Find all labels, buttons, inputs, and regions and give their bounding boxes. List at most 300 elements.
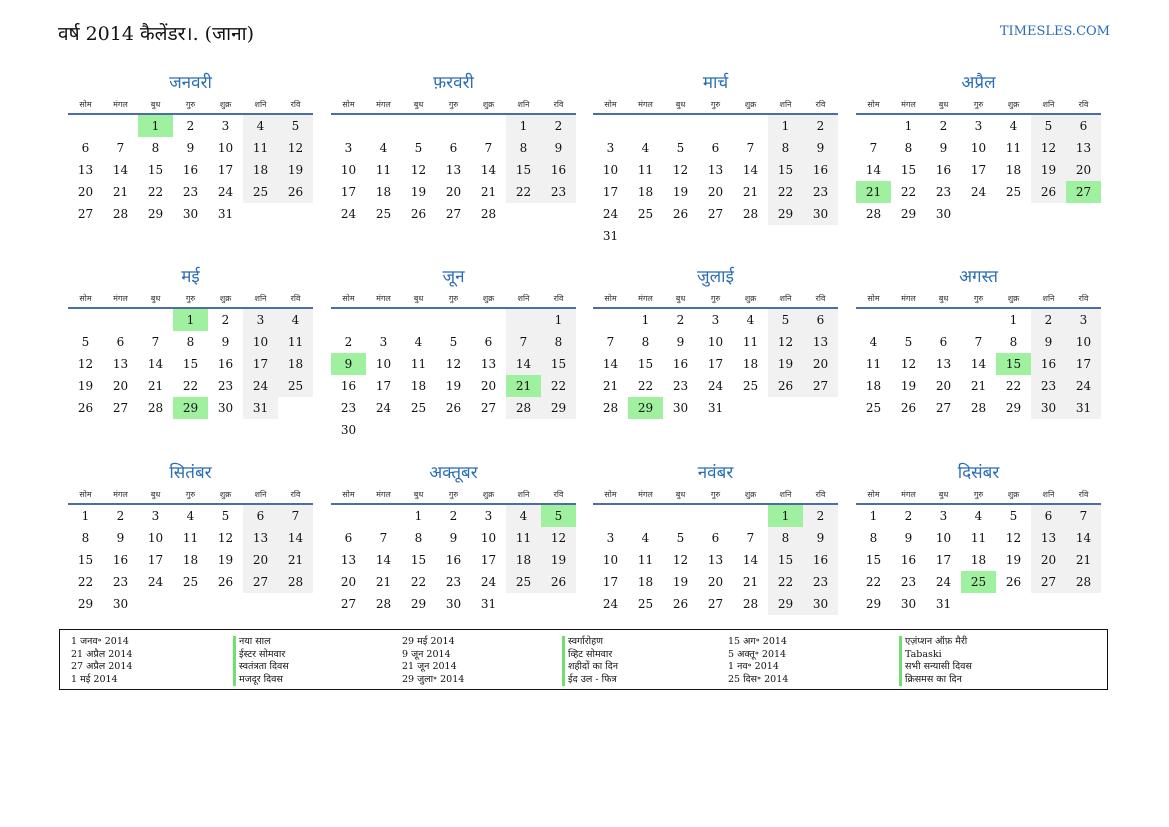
- day-cell: 20: [803, 353, 838, 375]
- day-cell: 28: [1066, 571, 1101, 593]
- day-cell: 9: [904, 531, 913, 545]
- day-cell: 10: [340, 163, 357, 177]
- day-cell: 13: [1031, 527, 1066, 549]
- day-cell: 18: [1005, 163, 1022, 177]
- weekday-label: सोम: [342, 100, 355, 109]
- weekday-label: शनि: [517, 490, 530, 499]
- day-cell: 12: [768, 331, 803, 353]
- weekday-label: रवि: [290, 100, 301, 109]
- day-cell: 22: [506, 181, 541, 203]
- day-cell: 20: [77, 185, 94, 199]
- day-cell: 4: [506, 505, 541, 527]
- weekday-label: गुरु: [185, 294, 196, 303]
- weekday-label: शनि: [517, 100, 530, 109]
- day-cell: 21: [375, 575, 392, 589]
- day-cell: 17: [602, 575, 619, 589]
- day-cell: 7: [484, 141, 493, 155]
- day-cell: 14: [112, 163, 129, 177]
- day-cell: 19: [445, 379, 462, 393]
- day-cell: 22: [182, 379, 199, 393]
- day-cell: 3: [711, 313, 720, 327]
- day-cell: 15: [637, 357, 654, 371]
- day-cell: 6: [484, 335, 493, 349]
- day-cell: 25: [637, 597, 654, 611]
- day-cell: 11: [742, 335, 759, 349]
- day-cell: 12: [217, 531, 234, 545]
- day-cell: 26: [1031, 181, 1066, 203]
- day-cell: 8: [768, 527, 803, 549]
- day-cell: 30: [182, 207, 199, 221]
- legend-holiday-name: क्रिसमस का दिन: [899, 674, 972, 687]
- day-cell: 7: [746, 141, 755, 155]
- day-cell: 15: [147, 163, 164, 177]
- day-cell: 5: [221, 509, 230, 523]
- day-cell: 16: [541, 159, 576, 181]
- day-cell: 17: [217, 163, 234, 177]
- day-cell: 13: [935, 357, 952, 371]
- day-cell: 29: [410, 597, 427, 611]
- holiday-day-cell: 5: [541, 505, 576, 527]
- empty-cell: [628, 505, 663, 527]
- day-cell: 15: [900, 163, 917, 177]
- day-cell: 31: [707, 401, 724, 415]
- day-cell: 26: [672, 207, 689, 221]
- legend-names-1: [233, 636, 289, 686]
- weekday-label: शनि: [779, 100, 792, 109]
- day-cell: 30: [445, 597, 462, 611]
- weekday-label: मंगल: [901, 294, 916, 303]
- day-cell: 5: [676, 141, 685, 155]
- day-cell: 24: [970, 185, 987, 199]
- weekday-label: शनि: [779, 294, 792, 303]
- day-cell: 31: [935, 597, 952, 611]
- day-cell: 25: [506, 571, 541, 593]
- day-cell: 3: [606, 141, 615, 155]
- day-cell: 3: [484, 509, 493, 523]
- day-cell: 1: [641, 313, 650, 327]
- day-cell: 2: [803, 505, 838, 527]
- day-cell: 15: [77, 553, 94, 567]
- empty-cell: [471, 115, 506, 137]
- day-grid: [68, 309, 313, 419]
- day-cell: 26: [278, 181, 313, 203]
- day-cell: 30: [672, 401, 689, 415]
- day-cell: 25: [375, 207, 392, 221]
- month-name: सितंबर: [169, 463, 212, 483]
- weekday-label: सोम: [867, 294, 880, 303]
- day-cell: 22: [1005, 379, 1022, 393]
- day-cell: 9: [803, 137, 838, 159]
- day-cell: 6: [1031, 505, 1066, 527]
- day-cell: 23: [217, 379, 234, 393]
- day-cell: 11: [1005, 141, 1022, 155]
- day-cell: 23: [803, 181, 838, 203]
- day-cell: 23: [445, 575, 462, 589]
- day-cell: 13: [1066, 137, 1101, 159]
- weekday-label: गुरु: [448, 490, 459, 499]
- weekday-label: शुक्र: [219, 100, 232, 109]
- empty-cell: [401, 115, 436, 137]
- weekday-label: रवि: [1078, 294, 1089, 303]
- day-cell: 8: [541, 331, 576, 353]
- day-cell: 26: [217, 575, 234, 589]
- day-cell: 18: [637, 575, 654, 589]
- legend-date: 1 मई 2014: [71, 673, 118, 685]
- day-cell: 23: [182, 185, 199, 199]
- day-cell: 10: [970, 141, 987, 155]
- site-link[interactable]: TIMESLES.COM: [999, 24, 1110, 39]
- weekday-label: गुरु: [973, 294, 984, 303]
- empty-cell: [891, 309, 926, 331]
- day-cell: 16: [112, 553, 129, 567]
- weekday-label: सोम: [867, 100, 880, 109]
- weekday-label: शुक्र: [482, 100, 495, 109]
- day-cell: 28: [480, 207, 497, 221]
- day-cell: 20: [707, 185, 724, 199]
- day-cell: 2: [541, 115, 576, 137]
- day-cell: 9: [221, 335, 230, 349]
- day-cell: 3: [151, 509, 160, 523]
- empty-cell: [733, 115, 768, 137]
- day-cell: 16: [1031, 353, 1066, 375]
- day-cell: 29: [1005, 401, 1022, 415]
- day-cell: 18: [243, 159, 278, 181]
- day-cell: 12: [77, 357, 94, 371]
- weekday-label: रवि: [815, 490, 826, 499]
- day-cell: 4: [379, 141, 388, 155]
- holiday-day-cell: 15: [996, 353, 1031, 375]
- day-cell: 10: [602, 163, 619, 177]
- day-cell: 3: [243, 309, 278, 331]
- weekday-label: बुध: [675, 490, 686, 499]
- day-grid: [331, 115, 576, 225]
- day-cell: 8: [151, 141, 160, 155]
- legend-holiday-name: स्वर्गारोहण: [562, 636, 618, 649]
- weekday-label: रवि: [553, 100, 564, 109]
- weekday-label: सोम: [342, 490, 355, 499]
- weekday-label: शुक्र: [1007, 490, 1020, 499]
- weekday-label: बुध: [675, 294, 686, 303]
- month-block: [331, 70, 576, 225]
- weekday-label: शुक्र: [482, 294, 495, 303]
- day-cell: 4: [278, 309, 313, 331]
- weekday-label: बुध: [150, 294, 161, 303]
- weekday-label: सोम: [79, 100, 92, 109]
- day-cell: 20: [935, 379, 952, 393]
- month-name: अगस्त: [959, 267, 998, 287]
- day-grid: [856, 115, 1101, 225]
- day-cell: 17: [480, 553, 497, 567]
- day-cell: 5: [1031, 115, 1066, 137]
- day-cell: 30: [803, 203, 838, 225]
- weekday-header: [331, 96, 576, 115]
- day-cell: 24: [480, 575, 497, 589]
- day-cell: 25: [410, 401, 427, 415]
- month-name: जून: [442, 267, 465, 287]
- day-cell: 23: [900, 575, 917, 589]
- day-cell: 18: [278, 353, 313, 375]
- day-cell: 22: [77, 575, 94, 589]
- day-cell: 7: [116, 141, 125, 155]
- weekday-header: [331, 486, 576, 505]
- day-cell: 9: [676, 335, 685, 349]
- day-cell: 28: [970, 401, 987, 415]
- day-cell: 14: [742, 553, 759, 567]
- day-cell: 4: [243, 115, 278, 137]
- empty-cell: [103, 115, 138, 137]
- day-cell: 30: [1031, 397, 1066, 419]
- weekday-label: सोम: [79, 294, 92, 303]
- day-cell: 20: [340, 575, 357, 589]
- weekday-label: रवि: [815, 100, 826, 109]
- day-cell: 27: [707, 207, 724, 221]
- day-cell: 13: [707, 553, 724, 567]
- day-cell: 2: [1031, 309, 1066, 331]
- day-cell: 17: [243, 353, 278, 375]
- legend-holiday-name: मजदूर दिवस: [233, 674, 289, 687]
- day-cell: 21: [1066, 549, 1101, 571]
- day-cell: 16: [900, 553, 917, 567]
- day-cell: 22: [541, 375, 576, 397]
- day-cell: 9: [449, 531, 458, 545]
- day-cell: 28: [147, 401, 164, 415]
- weekday-header: [593, 290, 838, 309]
- day-cell: 10: [243, 331, 278, 353]
- day-cell: 18: [970, 553, 987, 567]
- day-cell: 31: [243, 397, 278, 419]
- legend-dates-3: [728, 636, 788, 686]
- day-cell: 28: [742, 207, 759, 221]
- day-cell: 20: [1031, 549, 1066, 571]
- day-cell: 10: [375, 357, 392, 371]
- day-cell: 5: [81, 335, 90, 349]
- day-cell: 18: [506, 549, 541, 571]
- day-cell: 11: [410, 357, 427, 371]
- day-cell: 4: [641, 531, 650, 545]
- month-name: मार्च: [702, 73, 729, 93]
- holiday-day-cell: 21: [506, 375, 541, 397]
- day-cell: 24: [375, 401, 392, 415]
- holiday-day-cell: 29: [173, 397, 208, 419]
- weekday-label: गुरु: [973, 100, 984, 109]
- day-cell: 29: [900, 207, 917, 221]
- day-cell: 3: [344, 141, 353, 155]
- day-cell: 16: [340, 379, 357, 393]
- day-cell: 24: [243, 375, 278, 397]
- day-cell: 16: [445, 553, 462, 567]
- day-cell: 1: [414, 509, 423, 523]
- month-block: [856, 264, 1101, 419]
- day-cell: 14: [480, 163, 497, 177]
- day-cell: 21: [112, 185, 129, 199]
- day-cell: 17: [935, 553, 952, 567]
- day-cell: 10: [217, 141, 234, 155]
- legend-holiday-name: शहीदों का दिन: [562, 661, 618, 674]
- day-cell: 27: [445, 207, 462, 221]
- day-cell: 23: [935, 185, 952, 199]
- day-cell: 13: [707, 163, 724, 177]
- weekday-header: [856, 96, 1101, 115]
- day-cell: 12: [445, 357, 462, 371]
- day-cell: 16: [672, 357, 689, 371]
- day-cell: 2: [803, 115, 838, 137]
- day-cell: 14: [506, 353, 541, 375]
- day-grid: [856, 309, 1101, 419]
- empty-cell: [436, 309, 471, 331]
- weekday-label: रवि: [290, 490, 301, 499]
- empty-cell: [593, 115, 628, 137]
- legend-holiday-name: ईद उल - फित्र: [562, 674, 618, 687]
- day-cell: 6: [243, 505, 278, 527]
- day-cell: 25: [865, 401, 882, 415]
- month-block: [856, 460, 1101, 615]
- legend-names-2: [562, 636, 618, 686]
- day-cell: 27: [480, 401, 497, 415]
- day-cell: 26: [410, 207, 427, 221]
- holiday-day-cell: 29: [628, 397, 663, 419]
- day-cell: 15: [410, 553, 427, 567]
- day-cell: 7: [974, 335, 983, 349]
- weekday-header: [68, 290, 313, 309]
- weekday-label: शनि: [779, 490, 792, 499]
- day-cell: 15: [768, 549, 803, 571]
- month-block: [593, 264, 838, 419]
- weekday-label: मंगल: [638, 100, 653, 109]
- day-grid: [593, 309, 838, 419]
- weekday-label: रवि: [1078, 490, 1089, 499]
- day-cell: 12: [410, 163, 427, 177]
- empty-cell: [366, 309, 401, 331]
- day-cell: 19: [672, 575, 689, 589]
- weekday-label: गुरु: [710, 294, 721, 303]
- day-cell: 14: [970, 357, 987, 371]
- day-cell: 28: [278, 571, 313, 593]
- day-cell: 14: [742, 163, 759, 177]
- holiday-day-cell: 1: [768, 505, 803, 527]
- legend-date: 1 नव॰ 2014: [728, 661, 779, 672]
- legend-names-3: [899, 636, 972, 686]
- weekday-label: रवि: [553, 294, 564, 303]
- weekday-label: शुक्र: [1007, 100, 1020, 109]
- day-cell: 15: [541, 353, 576, 375]
- day-cell: 6: [711, 141, 720, 155]
- weekday-label: बुध: [150, 490, 161, 499]
- day-cell: 18: [865, 379, 882, 393]
- day-cell: 10: [707, 335, 724, 349]
- holiday-legend: [59, 629, 1108, 690]
- day-cell: 2: [449, 509, 458, 523]
- day-cell: 8: [869, 531, 878, 545]
- weekday-label: शुक्र: [744, 490, 757, 499]
- day-cell: 3: [974, 119, 983, 133]
- day-cell: 2: [344, 335, 353, 349]
- weekday-label: सोम: [79, 490, 92, 499]
- day-cell: 25: [742, 379, 759, 393]
- day-cell: 18: [182, 553, 199, 567]
- day-cell: 31: [602, 229, 619, 243]
- weekday-label: शनि: [1042, 294, 1055, 303]
- day-cell: 11: [506, 527, 541, 549]
- day-cell: 23: [112, 575, 129, 589]
- day-cell: 24: [602, 597, 619, 611]
- day-cell: 23: [803, 571, 838, 593]
- day-grid: [68, 115, 313, 225]
- day-cell: 28: [602, 401, 619, 415]
- legend-date: 21 जून 2014: [402, 661, 457, 672]
- day-cell: 20: [445, 185, 462, 199]
- holiday-day-cell: 27: [1066, 181, 1101, 203]
- day-cell: 23: [1031, 375, 1066, 397]
- day-cell: 1: [541, 309, 576, 331]
- day-cell: 3: [606, 531, 615, 545]
- day-cell: 4: [1009, 119, 1018, 133]
- day-cell: 4: [641, 141, 650, 155]
- weekday-label: मंगल: [901, 490, 916, 499]
- day-cell: 4: [746, 313, 755, 327]
- weekday-label: बुध: [938, 490, 949, 499]
- day-cell: 5: [1009, 509, 1018, 523]
- month-name: मई: [181, 267, 200, 287]
- day-cell: 8: [904, 141, 913, 155]
- legend-holiday-name: Tabaski: [899, 649, 972, 662]
- weekday-label: सोम: [604, 100, 617, 109]
- day-cell: 6: [344, 531, 353, 545]
- day-cell: 21: [742, 575, 759, 589]
- day-cell: 21: [970, 379, 987, 393]
- weekday-label: गुरु: [448, 100, 459, 109]
- day-cell: 13: [112, 357, 129, 371]
- month-block: [68, 70, 313, 225]
- day-cell: 21: [278, 549, 313, 571]
- legend-date: 5 अक्तू॰ 2014: [728, 648, 787, 660]
- empty-cell: [68, 309, 103, 331]
- day-cell: 9: [186, 141, 195, 155]
- day-cell: 1: [869, 509, 878, 523]
- empty-cell: [698, 505, 733, 527]
- holiday-day-cell: 25: [961, 571, 996, 593]
- day-cell: 6: [711, 531, 720, 545]
- day-cell: 25: [637, 207, 654, 221]
- day-cell: 1: [768, 115, 803, 137]
- day-cell: 19: [77, 379, 94, 393]
- day-cell: 7: [379, 531, 388, 545]
- day-cell: 15: [768, 159, 803, 181]
- day-cell: 24: [1066, 375, 1101, 397]
- day-cell: 9: [1031, 331, 1066, 353]
- empty-cell: [138, 309, 173, 331]
- legend-holiday-name: व्हिट सोमवार: [562, 649, 618, 662]
- day-cell: 11: [970, 531, 987, 545]
- month-name: जनवरी: [169, 73, 212, 93]
- day-cell: 23: [672, 379, 689, 393]
- day-cell: 27: [340, 597, 357, 611]
- day-cell: 29: [77, 597, 94, 611]
- weekday-label: बुध: [938, 100, 949, 109]
- day-cell: 18: [375, 185, 392, 199]
- month-name: फ़रवरी: [433, 73, 474, 93]
- day-cell: 24: [602, 207, 619, 221]
- empty-cell: [366, 115, 401, 137]
- day-cell: 7: [606, 335, 615, 349]
- empty-cell: [331, 505, 366, 527]
- day-cell: 13: [340, 553, 357, 567]
- day-cell: 16: [217, 357, 234, 371]
- day-cell: 14: [1066, 527, 1101, 549]
- empty-cell: [436, 115, 471, 137]
- legend-date: 29 मई 2014: [402, 636, 455, 647]
- day-cell: 11: [182, 531, 199, 545]
- day-cell: 7: [151, 335, 160, 349]
